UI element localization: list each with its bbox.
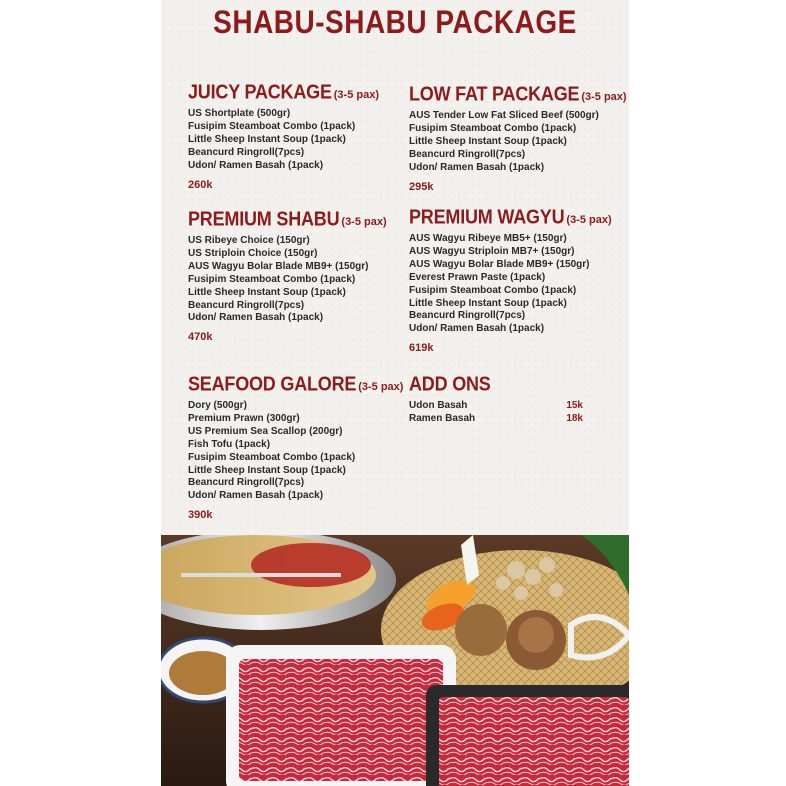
- list-item: US Ribeye Choice (150gr): [188, 235, 310, 246]
- package-price: 619k: [409, 342, 434, 355]
- add-on-label: Ramen Basah: [409, 412, 476, 424]
- list-item: Fusipim Steamboat Combo (1pack): [188, 451, 356, 463]
- package-heading: [188, 80, 413, 104]
- list-item: US Shortplate (500gr): [188, 108, 291, 119]
- package-name: LOW FAT PACKAGE: [409, 82, 580, 106]
- add-on-price: 18k: [566, 412, 583, 424]
- list-item: AUS Tender Low Fat Sliced Beef (500gr): [409, 110, 599, 121]
- package-premium-wagyu: [409, 205, 629, 355]
- package-heading: [409, 82, 629, 106]
- add-on-price: 15k: [566, 400, 583, 411]
- list-item: US Striploin Choice (150gr): [188, 247, 318, 259]
- package-pax: (3-5 pax): [566, 214, 612, 226]
- item-list: [188, 400, 413, 503]
- item-list: [409, 110, 629, 175]
- list-item: Little Sheep Instant Soup (1pack): [188, 286, 346, 298]
- list-item: Beancurd Ringroll(7pcs): [188, 477, 305, 489]
- list-item: Fish Tofu (1pack): [188, 438, 271, 450]
- list-item: AUS Wagyu Bolar Blade MB9+ (150gr): [188, 260, 369, 272]
- list-item: Udon/ Ramen Basah (1pack): [188, 312, 324, 324]
- list-item: Fusipim Steamboat Combo (1pack): [188, 273, 356, 285]
- package-seafood-galore: [188, 372, 413, 522]
- list-item: Udon/ Ramen Basah (1pack): [188, 159, 324, 171]
- add-ons-section: [409, 372, 629, 426]
- package-low-fat: [409, 82, 629, 193]
- list-item: Udon/ Ramen Basah (1pack): [409, 323, 545, 335]
- add-ons-list: [409, 400, 629, 426]
- package-premium-shabu: [188, 207, 413, 344]
- package-pax: (3-5 pax): [581, 91, 627, 103]
- list-item: Premium Prawn (300gr): [188, 412, 300, 424]
- list-item: Fusipim Steamboat Combo (1pack): [409, 122, 577, 134]
- list-item: Beancurd Ringroll(7pcs): [188, 299, 305, 311]
- list-item: US Premium Sea Scallop (200gr): [188, 425, 343, 437]
- package-price: 470k: [188, 331, 213, 344]
- list-item: Everest Prawn Paste (1pack): [409, 271, 546, 283]
- package-heading: [188, 207, 413, 231]
- package-name: PREMIUM WAGYU: [409, 205, 565, 229]
- list-item: Beancurd Ringroll(7pcs): [188, 146, 305, 158]
- list-item: Fusipim Steamboat Combo (1pack): [188, 120, 356, 132]
- package-heading: [409, 205, 629, 229]
- list-item: Little Sheep Instant Soup (1pack): [188, 133, 346, 145]
- add-on-label: Udon Basah: [409, 400, 468, 411]
- add-on-row: [409, 400, 583, 413]
- list-item: Little Sheep Instant Soup (1pack): [188, 464, 346, 476]
- package-price: 390k: [188, 509, 213, 522]
- package-price: 295k: [409, 180, 434, 193]
- package-name: SEAFOOD GALORE: [188, 372, 357, 396]
- list-item: AUS Wagyu Ribeye MB5+ (150gr): [409, 233, 567, 244]
- package-pax: (3-5 pax): [341, 216, 387, 228]
- item-list: [409, 233, 629, 336]
- add-ons-heading: [409, 372, 629, 396]
- list-item: Beancurd Ringroll(7pcs): [409, 148, 526, 160]
- page-title: SHABU-SHABU PACKAGE: [213, 4, 577, 40]
- package-price: 260k: [188, 178, 213, 191]
- item-list: [188, 108, 413, 173]
- item-list: [188, 235, 413, 325]
- package-heading: [188, 372, 413, 396]
- add-ons-title: ADD ONS: [409, 372, 491, 396]
- list-item: Fusipim Steamboat Combo (1pack): [409, 284, 577, 296]
- wagyu-plate: [226, 645, 456, 786]
- food-photo: [161, 535, 629, 786]
- package-name: PREMIUM SHABU: [188, 207, 340, 231]
- package-pax: (3-5 pax): [333, 89, 380, 101]
- list-item: AUS Wagyu Striploin MB7+ (150gr): [409, 245, 575, 257]
- list-item: Dory (500gr): [188, 400, 247, 411]
- package-pax: (3-5 pax): [358, 381, 404, 393]
- add-on-row: [409, 413, 583, 426]
- list-item: Little Sheep Instant Soup (1pack): [409, 297, 567, 309]
- list-item: Little Sheep Instant Soup (1pack): [409, 135, 567, 147]
- list-item: Udon/ Ramen Basah (1pack): [409, 161, 545, 173]
- list-item: Udon/ Ramen Basah (1pack): [188, 490, 324, 502]
- menu-poster: [161, 0, 629, 786]
- package-juicy: [188, 80, 413, 191]
- list-item: AUS Wagyu Bolar Blade MB9+ (150gr): [409, 258, 590, 270]
- food-photo-illustration: [161, 535, 629, 786]
- package-name: JUICY PACKAGE: [188, 80, 332, 104]
- beef-plate: [426, 685, 629, 786]
- list-item: Beancurd Ringroll(7pcs): [409, 310, 526, 322]
